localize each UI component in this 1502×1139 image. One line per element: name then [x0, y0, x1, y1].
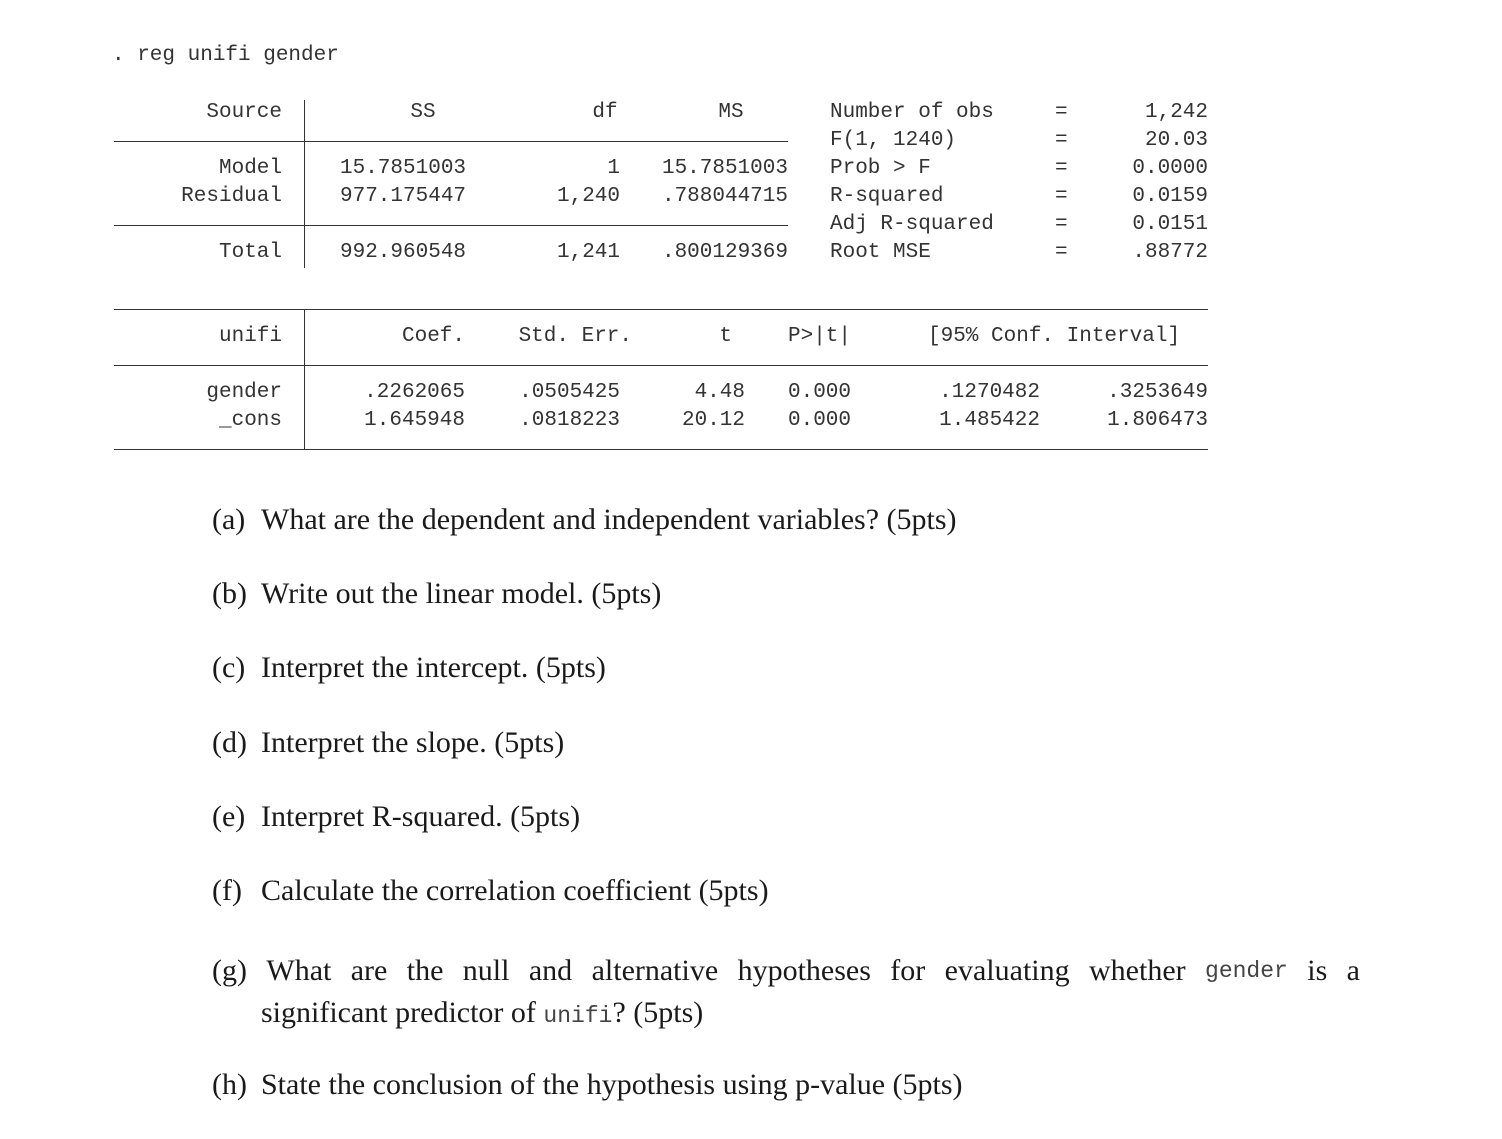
fit-stat-label: R-squared: [830, 185, 944, 208]
question-label: (a): [212, 503, 246, 536]
anova-header-source: Source: [206, 101, 282, 124]
question-text: Write out the linear model. (5pts): [261, 577, 662, 610]
question-word: alternative: [591, 954, 719, 987]
question-word: for: [890, 954, 926, 987]
coef-header-ci: [95% Conf. Interval]: [928, 325, 1181, 348]
fit-stat-equals: =: [1055, 129, 1068, 152]
fit-stat-equals: =: [1055, 157, 1068, 180]
question-label: (e): [212, 800, 246, 833]
question-text: ? (5pts): [612, 996, 704, 1029]
question-label: (b): [212, 577, 247, 610]
coef-row-t: 20.12: [681, 409, 745, 432]
fit-stat-value: 0.0159: [1132, 185, 1208, 208]
coef-header-p: P>|t|: [788, 325, 852, 348]
anova-header-rule: [114, 141, 788, 142]
question-label: (g): [212, 954, 247, 987]
anova-row-df: 1,240: [556, 185, 620, 208]
question-label: (f): [212, 874, 242, 907]
question-label: (c): [212, 651, 246, 684]
question-word: the: [406, 954, 444, 987]
fit-stat-label: Number of obs: [830, 101, 994, 124]
question-item: [212, 1068, 963, 1102]
question-item: [212, 726, 564, 760]
coef-row-ci-low: .1270482: [939, 381, 1040, 404]
stata-command: . reg unifi gender: [112, 44, 339, 67]
question-word: What: [266, 954, 332, 987]
anova-row-ms: .788044715: [661, 185, 788, 208]
question-item: [212, 651, 606, 685]
coef-header-se: Std. Err.: [518, 325, 632, 348]
coef-row-p: 0.000: [788, 381, 852, 404]
question-text: Interpret the slope. (5pts): [261, 726, 565, 759]
anova-row-ss: 992.960548: [340, 241, 467, 264]
coef-header-t: t: [719, 325, 732, 348]
anova-total-rule: [114, 225, 788, 226]
coef-column-rule: [304, 309, 305, 450]
fit-stat-label: Root MSE: [830, 241, 931, 264]
anova-header-ms: MS: [718, 101, 744, 124]
question-text: Interpret R-squared. (5pts): [261, 800, 581, 833]
question-code-gender: gender: [1205, 958, 1288, 984]
coef-row-p: 0.000: [788, 409, 852, 432]
question-word: are: [350, 954, 388, 987]
question-text: significant predictor of: [261, 996, 536, 1029]
anova-row-ms: 15.7851003: [661, 157, 788, 180]
question-label: (d): [212, 726, 247, 759]
anova-row-ss: 977.175447: [340, 185, 467, 208]
anova-row-ms: .800129369: [661, 241, 788, 264]
question-text: What are the dependent and independent variables? (5pts): [261, 503, 957, 536]
fit-stat-equals: =: [1055, 241, 1068, 264]
question-text: Calculate the correlation coefficient (5pts): [261, 874, 769, 907]
anova-header-ss: SS: [410, 101, 436, 124]
anova-row-source: Total: [218, 241, 282, 264]
coef-row-ci-high: 1.806473: [1107, 409, 1208, 432]
coef-row-coef: .2262065: [364, 381, 465, 404]
coef-row-coef: 1.645948: [364, 409, 465, 432]
question-item: [212, 503, 957, 537]
question-word: and: [528, 954, 573, 987]
question-item: [212, 800, 580, 834]
question-code-unifi: unifi: [543, 1003, 613, 1029]
coef-row-var: _cons: [218, 409, 282, 432]
coef-row-se: .0818223: [519, 409, 620, 432]
question-word: evaluating: [944, 954, 1070, 987]
coef-header-coef: Coef.: [401, 325, 465, 348]
anova-row-df: 1: [607, 157, 620, 180]
anova-column-rule: [304, 100, 305, 268]
coef-row-ci-high: .3253649: [1107, 381, 1208, 404]
fit-stat-value: 0.0151: [1132, 213, 1208, 236]
coef-top-rule: [114, 309, 1208, 310]
question-text: State the conclusion of the hypothesis using p-value (5pts): [261, 1068, 963, 1101]
question-item: [212, 577, 661, 611]
anova-row-df: 1,241: [556, 241, 620, 264]
question-word: null: [462, 954, 510, 987]
question-label: (h): [212, 1068, 247, 1101]
coef-header-rule: [114, 365, 1208, 366]
question-word: is: [1307, 954, 1328, 987]
anova-row-ss: 15.7851003: [340, 157, 467, 180]
coef-header-var: unifi: [218, 325, 282, 348]
question-g-line-2: [212, 992, 1360, 1037]
fit-stat-equals: =: [1055, 101, 1068, 124]
fit-stat-equals: =: [1055, 185, 1068, 208]
coef-row-t: 4.48: [694, 381, 745, 404]
question-item-g: [212, 950, 1360, 1037]
fit-stat-label: Prob > F: [830, 157, 931, 180]
question-g-line-1: [212, 950, 1360, 992]
fit-stat-value: 0.0000: [1132, 157, 1208, 180]
fit-stat-value: 20.03: [1144, 129, 1208, 152]
fit-stat-equals: =: [1055, 213, 1068, 236]
fit-stat-label: F(1, 1240): [830, 129, 957, 152]
anova-row-source: Residual: [181, 185, 282, 208]
anova-row-source: Model: [218, 157, 282, 180]
question-item: [212, 874, 769, 908]
coef-bottom-rule: [114, 449, 1208, 450]
anova-header-df: df: [592, 101, 618, 124]
question-text: Interpret the intercept. (5pts): [261, 651, 606, 684]
fit-stat-value: 1,242: [1144, 101, 1208, 124]
fit-stat-value: .88772: [1132, 241, 1208, 264]
coef-row-var: gender: [206, 381, 282, 404]
fit-stat-label: Adj R-squared: [830, 213, 994, 236]
question-word: a: [1346, 954, 1360, 987]
coef-row-ci-low: 1.485422: [939, 409, 1040, 432]
coef-row-se: .0505425: [519, 381, 620, 404]
question-word: hypotheses: [737, 954, 871, 987]
question-word: whether: [1089, 954, 1186, 987]
